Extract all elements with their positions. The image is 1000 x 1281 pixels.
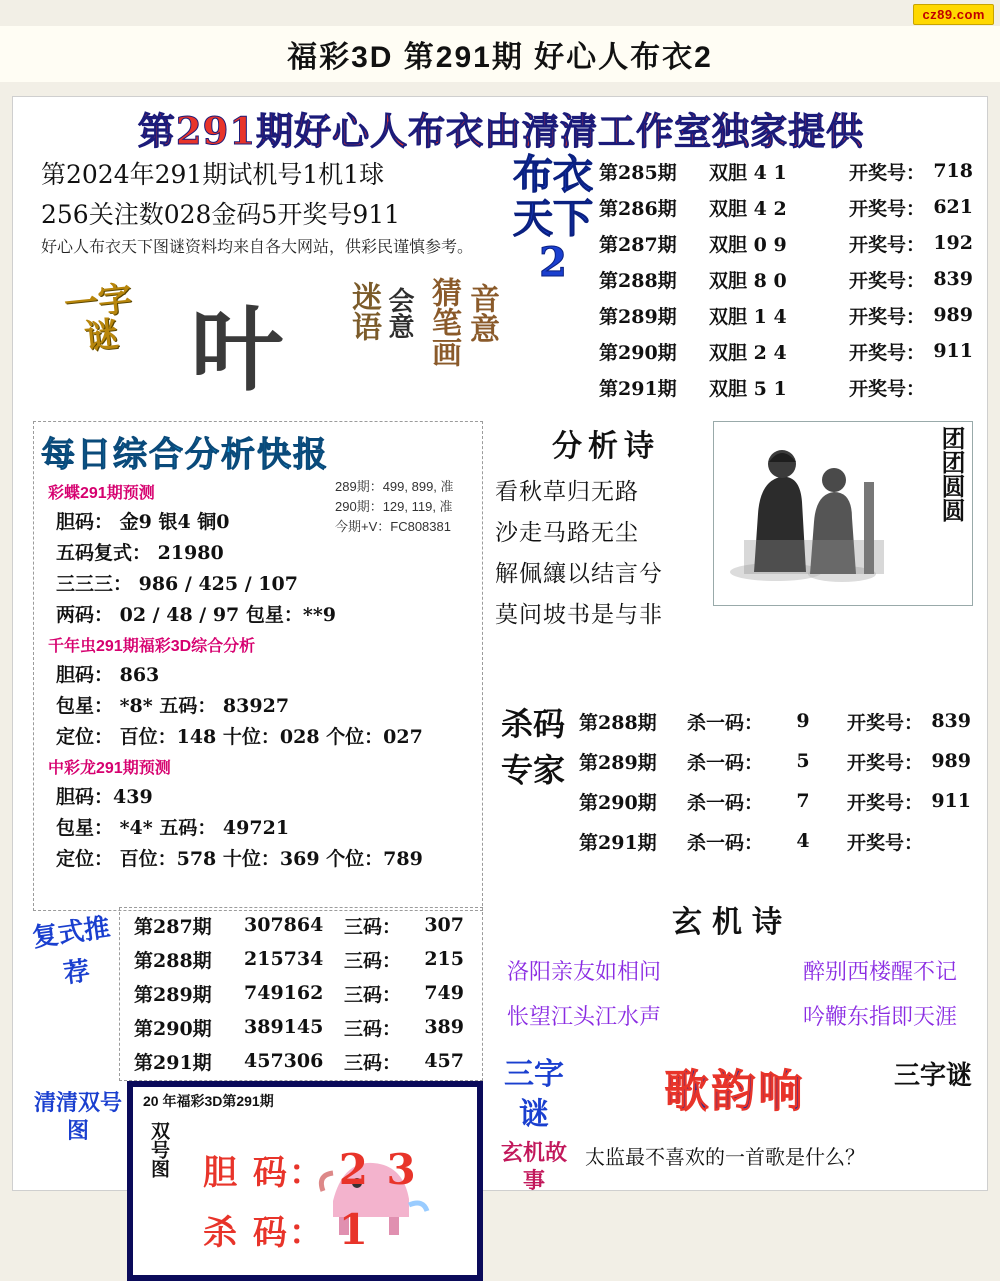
banner-headline: 第291期好心人布衣由清清工作室独家提供	[137, 109, 865, 153]
analysis-poem-line: 莫问坡书是与非	[495, 602, 663, 628]
code-cell: 389145	[244, 1016, 324, 1038]
analysis-poem-line: 看秋草归无路	[495, 479, 639, 505]
open-value-cell: 989	[931, 750, 971, 772]
zhongcailong-line-2: 包星： *4* 五码： 49721	[56, 817, 290, 839]
two-figures-illustration-image	[714, 422, 914, 597]
kill-label-cell: 杀一码：	[687, 751, 764, 774]
issue-cell: 第289期	[579, 751, 657, 774]
open-value-cell: 911	[931, 790, 971, 812]
three-code-label-cell: 三码：	[344, 1051, 402, 1074]
open-label-cell: 开奖号：	[848, 269, 925, 292]
table-row	[120, 976, 482, 1010]
dan-cell: 双胆 0 9	[709, 233, 787, 256]
qiannianchong-section-title: 千年虫291期福彩3D综合分析	[48, 638, 256, 655]
info-line-1: 第2024年291期试机号1机1球	[41, 160, 385, 189]
tuantuan-yuanyuan-text: 团团圆圆	[937, 426, 966, 522]
riddle-vertical-word-1: 迷语	[346, 281, 381, 341]
issue-cell: 第290期	[134, 1017, 212, 1040]
issue-cell: 第285期	[599, 161, 677, 184]
open-label-cell: 开奖号：	[846, 831, 923, 854]
dan-sha-chart	[127, 1081, 483, 1281]
dan-code-value: 2 3	[338, 1145, 418, 1194]
riddle-vertical-word-2: 会意	[384, 287, 414, 339]
table-row	[599, 369, 973, 405]
history-table	[599, 153, 973, 415]
open-value-cell: 839	[931, 710, 971, 732]
open-value-cell: 989	[933, 304, 973, 326]
open-value-cell: 621	[933, 196, 973, 218]
table-row	[579, 701, 973, 741]
issue-cell: 第286期	[599, 197, 677, 220]
xuanji-poem-row-2	[491, 1000, 973, 1031]
table-row	[579, 781, 973, 821]
zimi-label: 一字谜	[62, 278, 135, 358]
zhongcailong-line-1: 胆码：439	[56, 786, 153, 808]
table-row	[579, 821, 973, 861]
page-title: 福彩3D 第291期 好心人布衣2	[0, 26, 1000, 82]
table-row	[599, 225, 973, 261]
open-value-cell: 839	[933, 268, 973, 290]
issue-cell: 第290期	[579, 791, 657, 814]
qingqing-chart-label-text: 清清双号图	[33, 1090, 122, 1144]
kill-label-cell: 杀一码：	[687, 711, 764, 734]
issue-cell: 第287期	[134, 915, 212, 938]
info-line-2: 256关注数028金码5开奖号911	[41, 200, 401, 229]
kill-value-cell: 7	[796, 790, 810, 812]
killer-expert-label-text: 杀码专家	[500, 705, 565, 789]
open-value-cell: 718	[933, 160, 973, 182]
open-label-cell: 开奖号：	[846, 751, 923, 774]
code-cell: 457306	[244, 1050, 324, 1072]
open-label-cell: 开奖号：	[846, 791, 923, 814]
xuanji-poem-title: 玄机诗	[672, 905, 792, 940]
issue-cell: 第290期	[599, 341, 677, 364]
xuanji-line-3: 怅望江头江水声	[507, 1005, 662, 1030]
kill-label-cell: 杀一码：	[687, 791, 764, 814]
issue-cell: 第291期	[579, 831, 657, 854]
caidie-line-1: 胆码： 金9 银4 铜0	[56, 511, 230, 533]
illustration-box	[713, 421, 973, 606]
zhongcailong-section-title: 中彩龙291期预测	[48, 760, 171, 777]
issue-cell: 第289期	[599, 305, 677, 328]
table-row	[120, 908, 482, 942]
xuanji-line-1: 洛阳亲友如相问	[507, 960, 662, 985]
qingqing-chart-label	[33, 1089, 123, 1189]
kill-label-cell: 杀一码：	[687, 831, 764, 854]
open-label-cell: 开奖号：	[848, 161, 925, 184]
code-cell: 749162	[244, 982, 324, 1004]
dan-cell: 双胆 4 1	[709, 161, 787, 184]
riddle-vertical-word-3: 猜笔画	[426, 277, 461, 367]
sha-code-value: 1	[338, 1205, 370, 1254]
verification-note	[335, 477, 507, 557]
riddle-vertical-word-4: 音意	[464, 283, 499, 343]
open-label-cell: 开奖号：	[848, 377, 925, 400]
three-code-value-cell: 307	[424, 914, 464, 936]
three-code-label-cell: 三码：	[344, 983, 402, 1006]
three-code-value-cell: 457	[424, 1050, 464, 1072]
daily-report-title: 每日综合分析快报	[41, 435, 329, 475]
code-cell: 215734	[244, 948, 324, 970]
dan-cell: 双胆 5 1	[709, 377, 787, 400]
geyun-title: 歌韵响	[664, 1066, 806, 1117]
three-code-value-cell: 749	[424, 982, 464, 1004]
caidie-line-2: 五码复式： 21980	[56, 542, 224, 564]
qiannianchong-line-3: 定位： 百位：148 十位：028 个位：027	[56, 726, 423, 748]
vertical-brand-title	[513, 153, 593, 415]
table-row	[120, 1044, 482, 1078]
table-row	[120, 942, 482, 976]
dan-cell: 双胆 4 2	[709, 197, 787, 220]
xuanji-poem-row-1	[491, 955, 973, 986]
sanzi-riddle-right-label: 三字谜	[893, 1061, 972, 1091]
issue-cell: 第288期	[599, 269, 677, 292]
qiannianchong-line-2: 包星： *8* 五码： 83927	[56, 695, 290, 717]
open-label-cell: 开奖号：	[848, 341, 925, 364]
dan-cell: 双胆 2 4	[709, 341, 787, 364]
killer-table	[579, 701, 973, 891]
open-label-cell: 开奖号：	[848, 233, 925, 256]
open-label-cell: 开奖号：	[848, 305, 925, 328]
table-row	[599, 189, 973, 225]
kill-value-cell: 4	[796, 830, 810, 852]
kill-value-cell: 5	[796, 750, 810, 772]
riddle-question: 太监最不喜欢的一首歌是什么？	[585, 1145, 865, 1169]
xuanji-line-4: 吟鞭东指即天涯	[802, 1005, 957, 1030]
open-label-cell: 开奖号：	[848, 197, 925, 220]
riddle-big-character: 叶	[191, 296, 284, 404]
three-code-value-cell: 215	[424, 948, 464, 970]
xuanji-line-2: 醉别西楼醒不记	[802, 960, 957, 985]
table-row	[599, 261, 973, 297]
open-label-cell: 开奖号：	[846, 711, 923, 734]
kill-value-cell: 9	[796, 710, 810, 732]
dan-chart-header: 20 年福彩3D第291期	[143, 1093, 274, 1109]
dan-code-label: 胆 码：	[203, 1153, 325, 1193]
qiannianchong-line-1: 胆码： 863	[56, 664, 160, 686]
sanzi-riddle-left-text: 三字谜	[504, 1057, 564, 1132]
three-code-label-cell: 三码：	[344, 1017, 402, 1040]
three-code-label-cell: 三码：	[344, 949, 402, 972]
dan-code-line	[203, 1145, 418, 1194]
poster-sheet	[12, 96, 988, 1254]
killer-expert-label	[491, 701, 575, 891]
xuanji-story-text: 玄机故事	[500, 1140, 567, 1194]
vertical-brand-title-text: 布衣天下2	[513, 151, 593, 286]
note-line-3: 今期+V：FC808381	[335, 519, 451, 534]
analysis-poem-line: 沙走马路无尘	[495, 520, 639, 546]
issue-cell: 第288期	[134, 949, 212, 972]
analysis-poem-line: 解佩纕以结言兮	[495, 561, 663, 587]
site-watermark: cz89.com	[913, 4, 994, 25]
issue-cell: 第288期	[579, 711, 657, 734]
sha-code-line	[203, 1205, 370, 1254]
sha-code-label: 杀 码：	[203, 1213, 325, 1253]
xuanji-poem	[491, 897, 973, 1047]
three-code-value-cell: 389	[424, 1016, 464, 1038]
table-row	[579, 741, 973, 781]
note-line-1: 289期：499, 899, 准	[335, 479, 454, 494]
dan-cell: 双胆 1 4	[709, 305, 787, 328]
caidie-section-title: 彩蝶291期预测	[48, 485, 155, 502]
issue-cell: 第291期	[599, 377, 677, 400]
fushi-recommend-label	[30, 912, 115, 1081]
code-cell: 307864	[244, 914, 324, 936]
issue-cell: 第291期	[134, 1051, 212, 1074]
shuanghao-vertical-label: 双号图	[148, 1121, 170, 1178]
zhongcailong-line-3: 定位： 百位：578 十位：369 个位：789	[56, 848, 423, 870]
note-line-2: 290期：129, 119, 准	[335, 499, 453, 514]
sanzi-riddle-left-label	[491, 1055, 577, 1281]
three-code-label-cell: 三码：	[344, 915, 402, 938]
info-line-3: 好心人布衣天下图谜资料均来自各大网站，供彩民谨慎参考。	[41, 239, 474, 256]
fushi-table	[119, 907, 483, 1081]
table-row	[599, 333, 973, 369]
table-row	[599, 297, 973, 333]
fushi-recommend-label-text: 复式推荐	[30, 912, 112, 990]
open-value-cell: 911	[933, 340, 973, 362]
dan-cell: 双胆 8 0	[709, 269, 787, 292]
issue-info-block	[41, 153, 511, 263]
open-value-cell: 192	[933, 232, 973, 254]
caidie-line-3: 三三三： 986 / 425 / 107	[56, 573, 298, 595]
issue-cell: 第289期	[134, 983, 212, 1006]
analysis-poem-title: 分析诗	[552, 429, 660, 464]
table-row	[120, 1010, 482, 1044]
issue-cell: 第287期	[599, 233, 677, 256]
analysis-poem	[491, 421, 721, 701]
character-riddle-area	[41, 263, 511, 415]
table-row	[599, 153, 973, 189]
caidie-line-4: 两码： 02 / 48 / 97 包星：**9	[56, 604, 336, 626]
